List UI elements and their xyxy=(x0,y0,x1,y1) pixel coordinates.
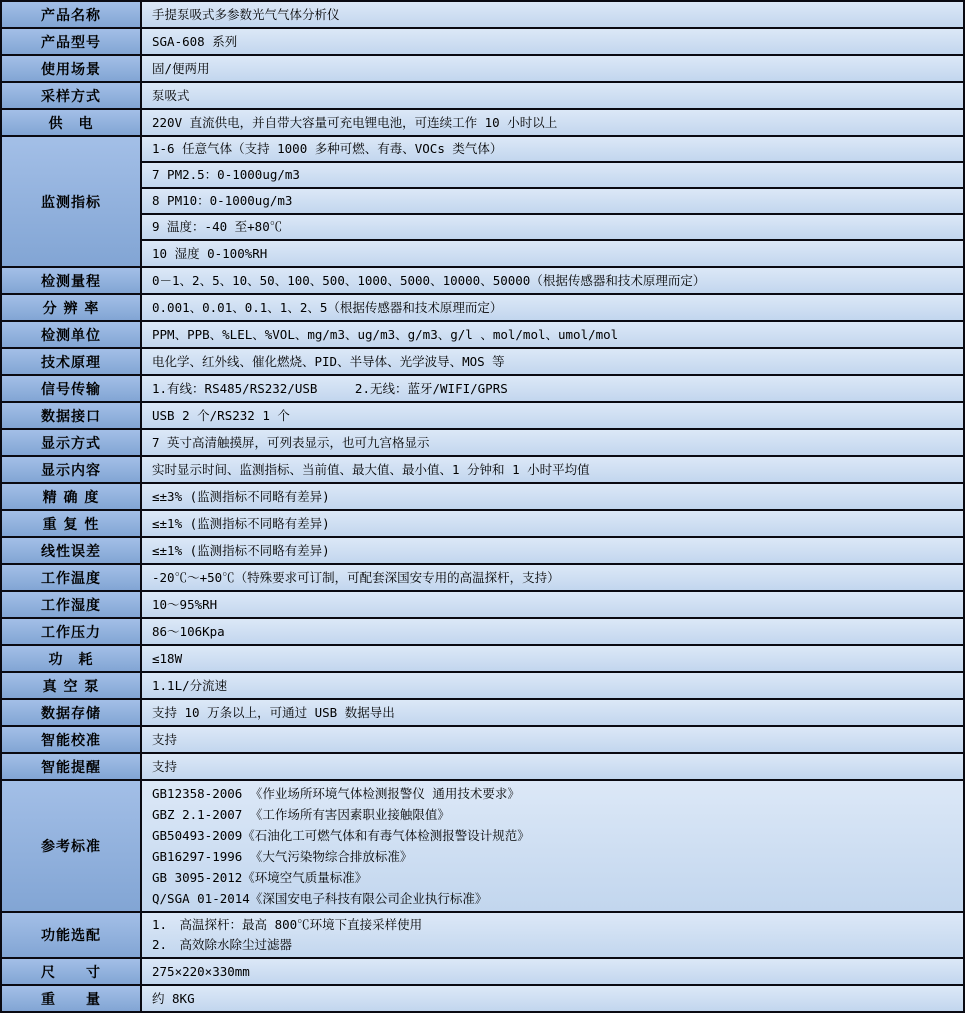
table-row xyxy=(2,646,963,673)
spec-value-cell xyxy=(142,538,963,563)
spec-value-cell xyxy=(142,673,963,698)
spec-value-cell xyxy=(142,83,963,108)
row-values xyxy=(142,673,963,698)
spec-value-line: 1. 高温探杆：最高 800℃环境下直接采样使用 xyxy=(152,917,423,932)
spec-value-line: GB12358-2006 《作业场所环境气体检测报警仪 通用技术要求》 xyxy=(152,786,520,801)
row-values xyxy=(142,727,963,752)
table-row xyxy=(2,29,963,56)
spec-value-cell xyxy=(142,754,963,779)
spec-value-line: 实时显示时间、监测指标、当前值、最大值、最小值、1 分钟和 1 小时平均值 xyxy=(152,461,590,477)
row-values xyxy=(142,484,963,509)
row-label: 功能选配 xyxy=(2,913,142,957)
spec-value-cell xyxy=(142,986,963,1011)
row-label: 智能校准 xyxy=(2,727,142,752)
spec-value-line: 电化学、红外线、催化燃烧、PID、半导体、光学波导、MOS 等 xyxy=(152,353,505,369)
spec-value-cell xyxy=(142,511,963,536)
spec-value-line: 泵吸式 xyxy=(152,87,190,103)
row-values xyxy=(142,538,963,563)
spec-value-line: 支持 10 万条以上，可通过 USB 数据导出 xyxy=(152,704,395,720)
row-values xyxy=(142,565,963,590)
spec-value-line: USB 2 个/RS232 1 个 xyxy=(152,407,290,423)
row-label: 使用场景 xyxy=(2,56,142,81)
spec-value-cell xyxy=(142,322,963,347)
table-row xyxy=(2,592,963,619)
row-label: 监测指标 xyxy=(2,137,142,266)
row-values xyxy=(142,376,963,401)
table-row xyxy=(2,511,963,538)
row-label: 数据接口 xyxy=(2,403,142,428)
row-label: 产品名称 xyxy=(2,2,142,27)
spec-value-line: ≤±1% (监测指标不同略有差异) xyxy=(152,542,330,558)
table-row xyxy=(2,322,963,349)
row-label: 数据存储 xyxy=(2,700,142,725)
table-row xyxy=(2,754,963,781)
spec-value-line: 1.1L/分流速 xyxy=(152,677,228,693)
spec-value-cell xyxy=(142,137,963,163)
row-label: 重 复 性 xyxy=(2,511,142,536)
spec-value-cell xyxy=(142,189,963,215)
row-label: 显示方式 xyxy=(2,430,142,455)
table-row xyxy=(2,986,963,1011)
row-values xyxy=(142,913,963,957)
spec-value-cell xyxy=(142,430,963,455)
spec-value-line: ≤18W xyxy=(152,650,183,666)
table-row xyxy=(2,565,963,592)
spec-value-line: 支持 xyxy=(152,758,178,774)
row-values xyxy=(142,986,963,1011)
table-row xyxy=(2,673,963,700)
spec-value-cell xyxy=(142,781,963,911)
row-values xyxy=(142,322,963,347)
row-label: 重 量 xyxy=(2,986,142,1011)
spec-value-line: -20℃～+50℃（特殊要求可订制，可配套深国安专用的高温探杆，支持） xyxy=(152,569,560,585)
row-label: 检测量程 xyxy=(2,268,142,293)
spec-value-line: 0－1、2、5、10、50、100、500、1000、5000、10000、50000（根据传感器和技术原理而定） xyxy=(152,272,706,288)
spec-value-line: 275×220×330mm xyxy=(152,963,250,979)
spec-value-line: ≤±3% (监测指标不同略有差异) xyxy=(152,488,330,504)
table-row xyxy=(2,538,963,565)
table-row xyxy=(2,781,963,913)
table-row xyxy=(2,619,963,646)
spec-value-line: GB50493-2009《石油化工可燃气体和有毒气体检测报警设计规范》 xyxy=(152,828,530,843)
spec-value-line: 2. 高效除水除尘过滤器 xyxy=(152,937,293,952)
spec-value-cell xyxy=(142,56,963,81)
row-label: 显示内容 xyxy=(2,457,142,482)
spec-value-cell xyxy=(142,241,963,266)
row-label: 真 空 泵 xyxy=(2,673,142,698)
spec-value-line: 1-6 任意气体（支持 1000 多种可燃、有毒、VOCs 类气体） xyxy=(152,141,503,156)
table-row xyxy=(2,2,963,29)
spec-value-line: 固/便两用 xyxy=(152,60,210,76)
row-label: 采样方式 xyxy=(2,83,142,108)
spec-value-line: SGA-608 系列 xyxy=(152,33,238,49)
spec-value-line: ≤±1% (监测指标不同略有差异) xyxy=(152,515,330,531)
spec-value-line: 8 PM10：0-1000ug/m3 xyxy=(152,193,293,208)
row-values xyxy=(142,619,963,644)
spec-value-line: 220V 直流供电，并自带大容量可充电锂电池，可连续工作 10 小时以上 xyxy=(152,114,558,130)
spec-value-line: GB16297-1996 《大气污染物综合排放标准》 xyxy=(152,849,413,864)
spec-value-line: 手提泵吸式多参数光气气体分析仪 xyxy=(152,6,340,22)
row-values xyxy=(142,295,963,320)
table-row xyxy=(2,137,963,268)
spec-value-line: 支持 xyxy=(152,731,178,747)
spec-value-cell xyxy=(142,913,963,957)
row-values xyxy=(142,700,963,725)
row-label: 智能提醒 xyxy=(2,754,142,779)
spec-value-line: 86～106Kpa xyxy=(152,623,225,639)
spec-value-line: 10 湿度 0-100%RH xyxy=(152,245,268,261)
row-values xyxy=(142,56,963,81)
row-label: 信号传输 xyxy=(2,376,142,401)
row-label: 线性误差 xyxy=(2,538,142,563)
table-row xyxy=(2,700,963,727)
spec-value-cell xyxy=(142,700,963,725)
spec-value-line: 9 温度：-40 至+80℃ xyxy=(152,219,283,234)
row-label: 技术原理 xyxy=(2,349,142,374)
spec-value-cell xyxy=(142,959,963,984)
spec-value-line: 7 PM2.5：0-1000ug/m3 xyxy=(152,167,300,182)
row-label: 供 电 xyxy=(2,110,142,135)
row-values xyxy=(142,511,963,536)
spec-value-line: 0.001、0.01、0.1、1、2、5（根据传感器和技术原理而定） xyxy=(152,299,503,315)
table-row xyxy=(2,913,963,959)
spec-value-line: 约 8KG xyxy=(152,990,195,1006)
row-values xyxy=(142,754,963,779)
row-label: 分 辨 率 xyxy=(2,295,142,320)
spec-value-cell xyxy=(142,268,963,293)
spec-value-cell xyxy=(142,484,963,509)
row-values xyxy=(142,29,963,54)
spec-value-cell xyxy=(142,29,963,54)
spec-value-cell xyxy=(142,403,963,428)
row-values xyxy=(142,646,963,671)
table-row xyxy=(2,56,963,83)
row-label: 工作湿度 xyxy=(2,592,142,617)
spec-value-line: GBZ 2.1-2007 《工作场所有害因素职业接触限值》 xyxy=(152,807,450,822)
table-row xyxy=(2,83,963,110)
spec-value-cell xyxy=(142,457,963,482)
spec-value-cell xyxy=(142,295,963,320)
spec-value-line: Q/SGA 01-2014《深国安电子科技有限公司企业执行标准》 xyxy=(152,891,488,906)
row-values xyxy=(142,592,963,617)
table-row xyxy=(2,457,963,484)
row-label: 精 确 度 xyxy=(2,484,142,509)
row-values xyxy=(142,83,963,108)
row-label: 检测单位 xyxy=(2,322,142,347)
row-values xyxy=(142,137,963,266)
row-values xyxy=(142,349,963,374)
row-label: 工作温度 xyxy=(2,565,142,590)
spec-value-cell xyxy=(142,619,963,644)
table-row xyxy=(2,959,963,986)
table-row xyxy=(2,110,963,137)
row-label: 功 耗 xyxy=(2,646,142,671)
table-row xyxy=(2,268,963,295)
spec-value-cell xyxy=(142,727,963,752)
table-row xyxy=(2,295,963,322)
spec-value-line: PPM、PPB、%LEL、%VOL、mg/m3、ug/m3、g/m3、g/l 、mol/mol、umol/mol xyxy=(152,326,619,342)
table-row xyxy=(2,349,963,376)
spec-value-cell xyxy=(142,2,963,27)
row-label: 参考标准 xyxy=(2,781,142,911)
spec-value-cell xyxy=(142,349,963,374)
spec-value-cell xyxy=(142,376,963,401)
table-row xyxy=(2,727,963,754)
row-values xyxy=(142,959,963,984)
row-label: 产品型号 xyxy=(2,29,142,54)
spec-value-line: 1.有线：RS485/RS232/USB 2.无线：蓝牙/WIFI/GPRS xyxy=(152,380,508,396)
spec-value-cell xyxy=(142,565,963,590)
row-values xyxy=(142,110,963,135)
spec-value-cell xyxy=(142,592,963,617)
row-label: 工作压力 xyxy=(2,619,142,644)
table-row xyxy=(2,484,963,511)
spec-value-cell xyxy=(142,110,963,135)
row-values xyxy=(142,430,963,455)
spec-value-cell xyxy=(142,646,963,671)
row-values xyxy=(142,403,963,428)
table-row xyxy=(2,430,963,457)
spec-value-line: 10～95%RH xyxy=(152,596,218,612)
spec-value-line: GB 3095-2012《环境空气质量标准》 xyxy=(152,870,368,885)
spec-value-cell xyxy=(142,215,963,241)
row-values xyxy=(142,457,963,482)
row-values xyxy=(142,268,963,293)
spec-value-cell xyxy=(142,163,963,189)
row-label: 尺 寸 xyxy=(2,959,142,984)
row-values xyxy=(142,781,963,911)
spec-value-line: 7 英寸高清触摸屏，可列表显示，也可九宫格显示 xyxy=(152,434,430,450)
row-values xyxy=(142,2,963,27)
table-row xyxy=(2,376,963,403)
table-row xyxy=(2,403,963,430)
